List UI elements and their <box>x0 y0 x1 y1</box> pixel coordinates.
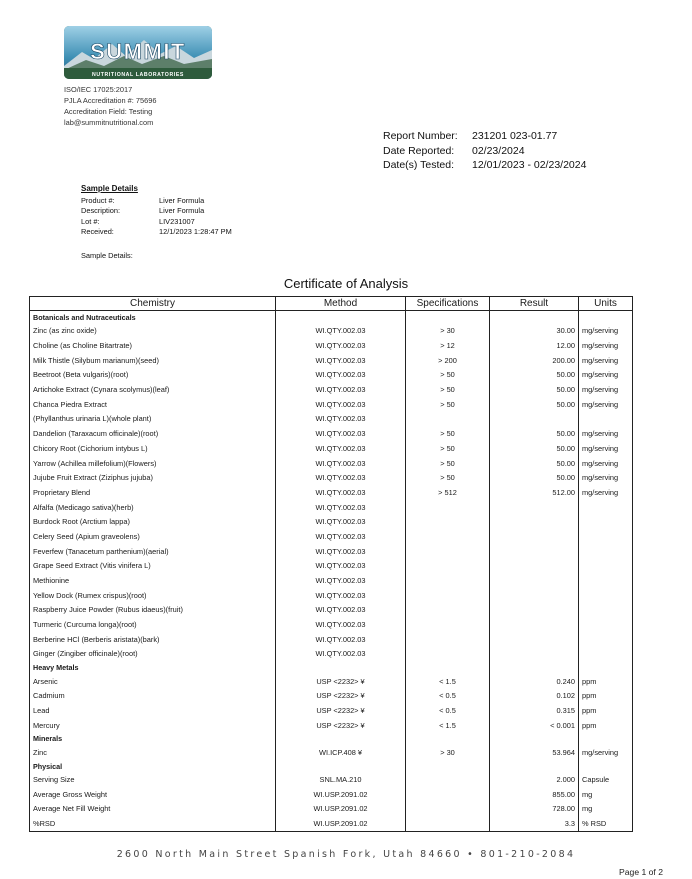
table-row <box>30 456 633 471</box>
units-cell: mg/serving <box>579 485 633 500</box>
section-title: Physical <box>30 760 276 773</box>
table-row <box>30 718 633 733</box>
spec-cell <box>406 802 490 817</box>
result-cell: 50.00 <box>490 470 579 485</box>
chemistry-cell: Milk Thistle (Silybum marianum)(seed) <box>30 353 276 368</box>
spec-cell <box>406 647 490 662</box>
units-cell <box>579 632 633 647</box>
report-number-label: Report Number: <box>383 130 458 142</box>
spec-cell <box>406 529 490 544</box>
method-cell: WI.QTY.002.03 <box>276 529 406 544</box>
table-row <box>30 573 633 588</box>
empty-cell <box>276 661 406 674</box>
spec-cell <box>406 632 490 647</box>
table-row <box>30 617 633 632</box>
chemistry-cell: Zinc <box>30 745 276 760</box>
result-cell: 50.00 <box>490 382 579 397</box>
spec-cell: > 50 <box>406 470 490 485</box>
empty-cell <box>406 760 490 773</box>
units-cell <box>579 559 633 574</box>
result-cell: 50.00 <box>490 441 579 456</box>
chemistry-cell: Feverfew (Tanacetum parthenium)(aerial) <box>30 544 276 559</box>
section-row <box>30 760 633 773</box>
empty-cell <box>579 311 633 324</box>
units-cell: mg/serving <box>579 426 633 441</box>
result-cell <box>490 573 579 588</box>
section-row <box>30 311 633 324</box>
method-cell: WI.QTY.002.03 <box>276 573 406 588</box>
units-cell <box>579 603 633 618</box>
table-row <box>30 674 633 689</box>
table-row <box>30 529 633 544</box>
method-cell: WI.QTY.002.03 <box>276 382 406 397</box>
method-cell: WI.ICP.408 ¥ <box>276 745 406 760</box>
spec-cell <box>406 816 490 831</box>
units-cell: mg/serving <box>579 456 633 471</box>
chemistry-cell: Raspberry Juice Powder (Rubus idaeus)(fruit) <box>30 603 276 618</box>
result-cell <box>490 632 579 647</box>
empty-cell <box>406 311 490 324</box>
chemistry-cell: %RSD <box>30 816 276 831</box>
units-cell: ppm <box>579 718 633 733</box>
section-title: Minerals <box>30 733 276 746</box>
date-reported: 02/23/2024 <box>472 144 525 157</box>
table-row <box>30 338 633 353</box>
logo-tagline: NUTRITIONAL LABORATORIES <box>92 72 184 78</box>
units-cell <box>579 588 633 603</box>
result-cell: 0.315 <box>490 703 579 718</box>
section-row <box>30 733 633 746</box>
result-cell <box>490 603 579 618</box>
empty-cell <box>579 661 633 674</box>
chemistry-cell: Ginger (Zingiber officinale)(root) <box>30 647 276 662</box>
chemistry-cell: Mercury <box>30 718 276 733</box>
spec-cell: > 200 <box>406 353 490 368</box>
method-cell: WI.QTY.002.03 <box>276 647 406 662</box>
chemistry-cell: Chanca Piedra Extract <box>30 397 276 412</box>
result-cell: 200.00 <box>490 353 579 368</box>
result-cell: 2.000 <box>490 772 579 787</box>
table-row <box>30 441 633 456</box>
spec-cell <box>406 772 490 787</box>
table-row <box>30 426 633 441</box>
spec-cell: > 30 <box>406 745 490 760</box>
lot-value: LIV231007 <box>159 216 195 226</box>
method-cell: WI.QTY.002.03 <box>276 470 406 485</box>
result-cell <box>490 514 579 529</box>
units-cell: mg/serving <box>579 368 633 383</box>
chemistry-cell: Methionine <box>30 573 276 588</box>
units-cell <box>579 514 633 529</box>
empty-cell <box>579 760 633 773</box>
spec-cell: > 512 <box>406 485 490 500</box>
units-cell: mg/serving <box>579 397 633 412</box>
date-reported-label: Date Reported: <box>383 144 455 157</box>
spec-cell: < 0.5 <box>406 689 490 704</box>
sample-details-extra-label: Sample Details: <box>81 251 133 261</box>
spec-cell: < 0.5 <box>406 703 490 718</box>
units-cell: ppm <box>579 689 633 704</box>
product-value: Liver Formula <box>159 196 205 205</box>
table-row <box>30 559 633 574</box>
result-cell <box>490 500 579 515</box>
table-row <box>30 802 633 817</box>
result-cell: 50.00 <box>490 426 579 441</box>
spec-cell: > 50 <box>406 426 490 441</box>
units-cell <box>579 617 633 632</box>
report-number: 231201 023-01.77 <box>472 130 558 142</box>
table-row <box>30 772 633 787</box>
units-cell: ppm <box>579 674 633 689</box>
method-cell: WI.QTY.002.03 <box>276 426 406 441</box>
method-cell: WI.USP.2091.02 <box>276 816 406 831</box>
certificate-title: Certificate of Analysis <box>283 276 409 291</box>
spec-cell <box>406 603 490 618</box>
method-cell: WI.QTY.002.03 <box>276 485 406 500</box>
method-cell: WI.QTY.002.03 <box>276 544 406 559</box>
mountain-logo-icon <box>64 26 212 79</box>
method-cell: WI.QTY.002.03 <box>276 559 406 574</box>
units-cell <box>579 647 633 662</box>
method-cell: SNL.MA.210 <box>276 772 406 787</box>
units-cell: mg/serving <box>579 441 633 456</box>
result-cell <box>490 529 579 544</box>
spec-cell <box>406 500 490 515</box>
units-cell: mg <box>579 787 633 802</box>
report-info <box>383 129 586 173</box>
table-row <box>30 787 633 802</box>
chemistry-cell: Choline (as Choline Bitartrate) <box>30 338 276 353</box>
units-cell: % RSD <box>579 816 633 831</box>
method-cell: WI.QTY.002.03 <box>276 456 406 471</box>
result-cell: 50.00 <box>490 456 579 471</box>
dates-tested-label: Date(s) Tested: <box>383 159 455 171</box>
result-cell <box>490 617 579 632</box>
result-cell: 855.00 <box>490 787 579 802</box>
units-cell <box>579 544 633 559</box>
chemistry-cell: Zinc (as zinc oxide) <box>30 324 276 339</box>
chemistry-cell: Yellow Dock (Rumex crispus)(root) <box>30 588 276 603</box>
header-result: Result <box>490 297 579 311</box>
spec-cell <box>406 544 490 559</box>
table-row <box>30 632 633 647</box>
chemistry-cell: Chicory Root (Cichorium intybus L) <box>30 441 276 456</box>
spec-cell: > 50 <box>406 397 490 412</box>
method-cell: WI.QTY.002.03 <box>276 412 406 427</box>
table-row <box>30 368 633 383</box>
table-row <box>30 703 633 718</box>
method-cell: USP <2232> ¥ <box>276 718 406 733</box>
footer-address: 2600 North Main Street Spanish Fork, Utah 84660 • 801-210-2084 <box>116 849 576 860</box>
result-cell <box>490 412 579 427</box>
empty-cell <box>490 661 579 674</box>
method-cell: WI.QTY.002.03 <box>276 500 406 515</box>
method-cell: WI.QTY.002.03 <box>276 588 406 603</box>
units-cell: mg/serving <box>579 470 633 485</box>
header-method: Method <box>276 297 406 311</box>
chemistry-cell: Turmeric (Curcuma longa)(root) <box>30 617 276 632</box>
chemistry-cell: Jujube Fruit Extract (Ziziphus jujuba) <box>30 470 276 485</box>
chemistry-cell: Yarrow (Achillea millefolium)(Flowers) <box>30 456 276 471</box>
table-row <box>30 588 633 603</box>
table-row <box>30 397 633 412</box>
result-cell: 3.3 <box>490 816 579 831</box>
result-cell <box>490 647 579 662</box>
table-body <box>30 311 633 832</box>
units-cell: mg/serving <box>579 745 633 760</box>
empty-cell <box>490 311 579 324</box>
chemistry-cell: Average Net Fill Weight <box>30 802 276 817</box>
chemistry-cell: Artichoke Extract (Cynara scolymus)(leaf) <box>30 382 276 397</box>
result-cell: 0.102 <box>490 689 579 704</box>
table-row <box>30 514 633 529</box>
chemistry-cell: Beetroot (Beta vulgaris)(root) <box>30 368 276 383</box>
table-row <box>30 603 633 618</box>
table-row <box>30 485 633 500</box>
result-cell <box>490 588 579 603</box>
method-cell: USP <2232> ¥ <box>276 689 406 704</box>
units-cell: mg/serving <box>579 353 633 368</box>
method-cell: WI.QTY.002.03 <box>276 338 406 353</box>
lab-info <box>64 84 156 128</box>
empty-cell <box>276 760 406 773</box>
method-cell: WI.QTY.002.03 <box>276 441 406 456</box>
section-row <box>30 661 633 674</box>
product-label: Product #: <box>81 196 115 205</box>
spec-cell <box>406 412 490 427</box>
method-cell: WI.QTY.002.03 <box>276 397 406 412</box>
units-cell <box>579 412 633 427</box>
result-cell: 728.00 <box>490 802 579 817</box>
spec-cell: > 50 <box>406 441 490 456</box>
units-cell: Capsule <box>579 772 633 787</box>
chemistry-cell: Average Gross Weight <box>30 787 276 802</box>
table-row <box>30 816 633 831</box>
chemistry-cell: (Phyllanthus urinaria L)(whole plant) <box>30 412 276 427</box>
units-cell <box>579 529 633 544</box>
method-cell: WI.QTY.002.03 <box>276 353 406 368</box>
empty-cell <box>490 760 579 773</box>
method-cell: WI.QTY.002.03 <box>276 368 406 383</box>
sample-details <box>81 184 232 260</box>
table-row <box>30 500 633 515</box>
units-cell <box>579 573 633 588</box>
method-cell: WI.QTY.002.03 <box>276 617 406 632</box>
units-cell: mg/serving <box>579 338 633 353</box>
spec-cell: < 1.5 <box>406 674 490 689</box>
empty-cell <box>276 311 406 324</box>
table-row <box>30 647 633 662</box>
dates-tested: 12/01/2023 - 02/23/2024 <box>472 159 587 171</box>
table-row <box>30 324 633 339</box>
units-cell: mg/serving <box>579 324 633 339</box>
spec-cell <box>406 514 490 529</box>
summit-logo <box>64 26 212 79</box>
spec-cell: < 1.5 <box>406 718 490 733</box>
chemistry-cell: Dandelion (Taraxacum officinale)(root) <box>30 426 276 441</box>
chemistry-cell: Cadmium <box>30 689 276 704</box>
chemistry-cell: Proprietary Blend <box>30 485 276 500</box>
empty-cell <box>406 733 490 746</box>
method-cell: WI.QTY.002.03 <box>276 324 406 339</box>
chemistry-cell: Alfalfa (Medicago sativa)(herb) <box>30 500 276 515</box>
header-units: Units <box>579 297 633 311</box>
accreditation-field-line: Accreditation Field: Testing <box>64 107 153 116</box>
result-cell: 53.964 <box>490 745 579 760</box>
empty-cell <box>579 733 633 746</box>
spec-cell: > 50 <box>406 368 490 383</box>
table-row <box>30 544 633 559</box>
description-value: Liver Formula <box>159 206 205 216</box>
spec-cell <box>406 787 490 802</box>
method-cell: USP <2232> ¥ <box>276 674 406 689</box>
method-cell: WI.QTY.002.03 <box>276 514 406 529</box>
chemistry-cell: Berberine HCl (Berberis aristata)(bark) <box>30 632 276 647</box>
chemistry-cell: Grape Seed Extract (Vitis vinifera L) <box>30 559 276 574</box>
chemistry-cell: Burdock Root (Arctium lappa) <box>30 514 276 529</box>
result-cell: 512.00 <box>490 485 579 500</box>
units-cell: mg/serving <box>579 382 633 397</box>
result-cell: 50.00 <box>490 368 579 383</box>
method-cell: WI.QTY.002.03 <box>276 603 406 618</box>
spec-cell: > 30 <box>406 324 490 339</box>
spec-cell <box>406 573 490 588</box>
spec-cell <box>406 559 490 574</box>
section-title: Botanicals and Nutraceuticals <box>30 311 276 324</box>
empty-cell <box>406 661 490 674</box>
table-row <box>30 353 633 368</box>
table-row <box>30 382 633 397</box>
result-cell: 0.240 <box>490 674 579 689</box>
analysis-table <box>29 296 633 832</box>
result-cell <box>490 544 579 559</box>
lot-label: Lot #: <box>81 216 100 226</box>
spec-cell: > 12 <box>406 338 490 353</box>
lab-email[interactable]: lab@summitnutritional.com <box>64 118 154 127</box>
table-row <box>30 745 633 760</box>
received-label: Received: <box>81 226 114 236</box>
method-cell: WI.USP.2091.02 <box>276 787 406 802</box>
page-number: Page 1 of 2 <box>619 867 663 877</box>
units-cell <box>579 500 633 515</box>
logo-name: SUMMIT <box>90 39 186 64</box>
result-cell <box>490 559 579 574</box>
spec-cell: > 50 <box>406 382 490 397</box>
accreditation-line: PJLA Accreditation #: 75696 <box>64 96 157 105</box>
chemistry-cell: Arsenic <box>30 674 276 689</box>
empty-cell <box>276 733 406 746</box>
empty-cell <box>490 733 579 746</box>
iso-line: ISO/IEC 17025:2017 <box>64 85 133 94</box>
received-value: 12/1/2023 1:28:47 PM <box>159 226 232 236</box>
method-cell: WI.USP.2091.02 <box>276 802 406 817</box>
sample-details-heading: Sample Details <box>81 184 138 193</box>
chemistry-cell: Celery Seed (Apium graveolens) <box>30 529 276 544</box>
spec-cell <box>406 617 490 632</box>
result-cell: < 0.001 <box>490 718 579 733</box>
chemistry-cell: Serving Size <box>30 772 276 787</box>
result-cell: 12.00 <box>490 338 579 353</box>
table-row <box>30 412 633 427</box>
table-header-row <box>30 297 633 311</box>
header-specifications: Specifications <box>406 297 490 311</box>
units-cell: ppm <box>579 703 633 718</box>
table-row <box>30 689 633 704</box>
units-cell: mg <box>579 802 633 817</box>
table-row <box>30 470 633 485</box>
spec-cell <box>406 588 490 603</box>
header-chemistry: Chemistry <box>30 297 276 311</box>
chemistry-cell: Lead <box>30 703 276 718</box>
result-cell: 50.00 <box>490 397 579 412</box>
description-label: Description: <box>81 206 121 216</box>
result-cell: 30.00 <box>490 324 579 339</box>
section-title: Heavy Metals <box>30 661 276 674</box>
method-cell: WI.QTY.002.03 <box>276 632 406 647</box>
method-cell: USP <2232> ¥ <box>276 703 406 718</box>
spec-cell: > 50 <box>406 456 490 471</box>
